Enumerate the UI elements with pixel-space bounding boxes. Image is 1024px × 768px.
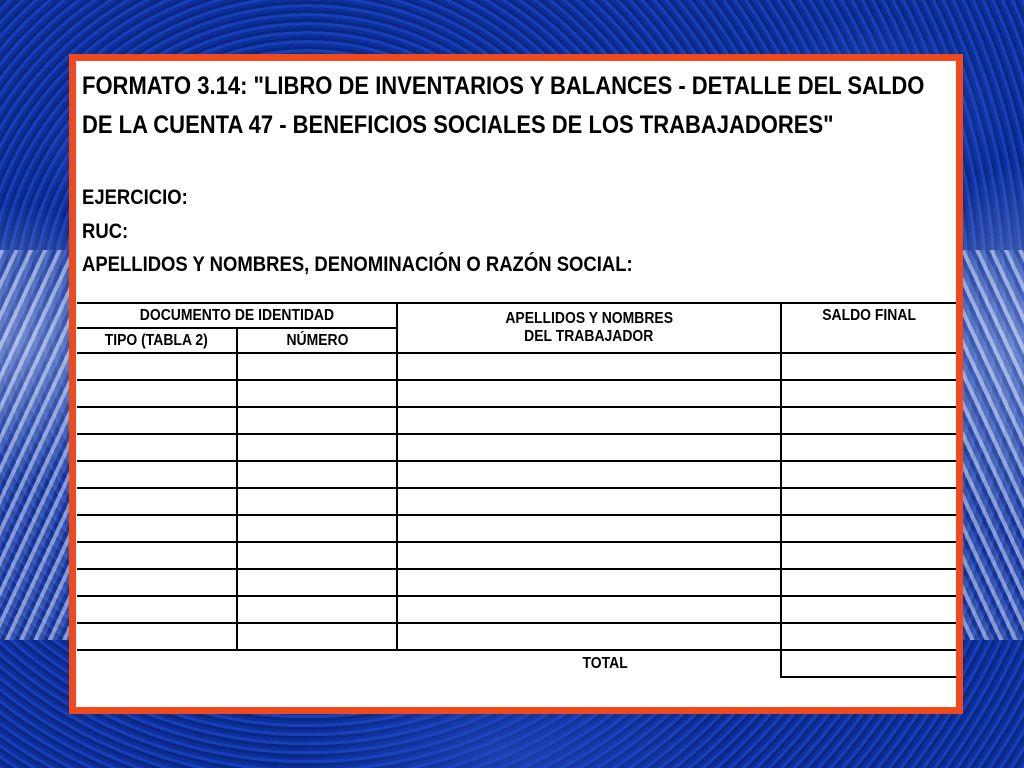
cell-tipo[interactable]	[77, 407, 237, 434]
cell-apellidos[interactable]	[397, 542, 781, 569]
cell-tipo[interactable]	[77, 380, 237, 407]
title-line-2: DE LA CUENTA 47 - BENEFICIOS SOCIALES DE LOS TRABAJADORES"	[82, 111, 834, 139]
cell-tipo[interactable]	[77, 542, 237, 569]
field-ejercicio: EJERCICIO:	[82, 186, 188, 209]
cell-numero[interactable]	[237, 353, 397, 380]
cell-saldo[interactable]	[781, 434, 957, 461]
cell-tipo[interactable]	[77, 515, 237, 542]
cell-numero[interactable]	[237, 515, 397, 542]
header-saldo-final: SALDO FINAL	[781, 303, 957, 353]
table-row	[77, 461, 957, 488]
cell-numero[interactable]	[237, 407, 397, 434]
table-row	[77, 380, 957, 407]
header-documento-identidad: DOCUMENTO DE IDENTIDAD	[77, 303, 397, 328]
cell-numero[interactable]	[237, 461, 397, 488]
field-razon-social: APELLIDOS Y NOMBRES, DENOMINACIÓN O RAZÓN SOCIAL:	[82, 253, 633, 276]
cell-numero[interactable]	[237, 488, 397, 515]
header-del-trabajador: DEL TRABAJADOR	[397, 328, 781, 353]
total-value-cell[interactable]	[781, 650, 957, 677]
cell-tipo[interactable]	[77, 461, 237, 488]
cell-saldo[interactable]	[781, 461, 957, 488]
table-row	[77, 542, 957, 569]
cell-numero[interactable]	[237, 542, 397, 569]
title-line-1: FORMATO 3.14: "LIBRO DE INVENTARIOS Y BALANCES - DETALLE DEL SALDO	[82, 72, 925, 100]
cell-apellidos[interactable]	[397, 623, 781, 650]
document-frame	[69, 54, 963, 714]
cell-saldo[interactable]	[781, 569, 957, 596]
document-title	[82, 67, 925, 145]
total-label: TOTAL	[77, 650, 781, 677]
cell-saldo[interactable]	[781, 623, 957, 650]
field-ruc: RUC:	[82, 220, 129, 243]
cell-apellidos[interactable]	[397, 488, 781, 515]
cell-tipo[interactable]	[77, 434, 237, 461]
cell-apellidos[interactable]	[397, 596, 781, 623]
cell-numero[interactable]	[237, 434, 397, 461]
cell-numero[interactable]	[237, 596, 397, 623]
cell-tipo[interactable]	[77, 569, 237, 596]
cell-saldo[interactable]	[781, 380, 957, 407]
header-tipo: TIPO (TABLA 2)	[77, 328, 237, 353]
header-row-1	[77, 303, 957, 328]
cell-tipo[interactable]	[77, 488, 237, 515]
cell-numero[interactable]	[237, 380, 397, 407]
table-row	[77, 434, 957, 461]
total-row	[77, 650, 957, 677]
table-row	[77, 623, 957, 650]
cell-apellidos[interactable]	[397, 434, 781, 461]
cell-saldo[interactable]	[781, 407, 957, 434]
cell-apellidos[interactable]	[397, 353, 781, 380]
header-apellidos-nombres: APELLIDOS Y NOMBRES	[397, 303, 781, 328]
table-row	[77, 569, 957, 596]
cell-saldo[interactable]	[781, 353, 957, 380]
table-row	[77, 515, 957, 542]
cell-apellidos[interactable]	[397, 569, 781, 596]
cell-apellidos[interactable]	[397, 515, 781, 542]
cell-saldo[interactable]	[781, 515, 957, 542]
cell-saldo[interactable]	[781, 596, 957, 623]
cell-apellidos[interactable]	[397, 380, 781, 407]
cell-apellidos[interactable]	[397, 461, 781, 488]
cell-tipo[interactable]	[77, 623, 237, 650]
snow-trees-right	[956, 250, 1024, 640]
table-row	[77, 488, 957, 515]
snow-trees-left	[0, 250, 75, 640]
table-row	[77, 596, 957, 623]
cell-numero[interactable]	[237, 569, 397, 596]
cell-numero[interactable]	[237, 623, 397, 650]
table-row	[77, 353, 957, 380]
beneficios-table	[77, 302, 958, 678]
cell-saldo[interactable]	[781, 488, 957, 515]
cell-saldo[interactable]	[781, 542, 957, 569]
cell-tipo[interactable]	[77, 353, 237, 380]
table-row	[77, 407, 957, 434]
cell-apellidos[interactable]	[397, 407, 781, 434]
cell-tipo[interactable]	[77, 596, 237, 623]
header-numero: NÚMERO	[237, 328, 397, 353]
